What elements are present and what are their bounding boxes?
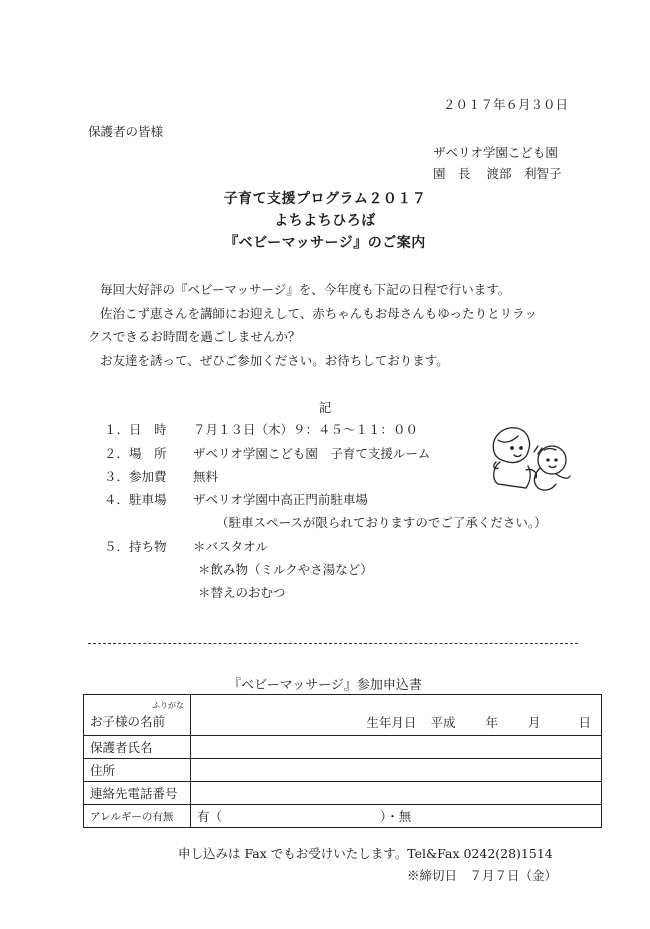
item-value: ザベリオ学園こども園 子育て支援ルーム [193, 446, 431, 461]
item-value: ７月１３日（木）９：４５～１１：００ [193, 422, 419, 437]
era-label: 平成 [430, 715, 456, 730]
allergy-yes-option[interactable]: 有（ [197, 809, 223, 824]
detail-item-datetime [104, 420, 418, 438]
title-line-2: よちよちひろば [274, 213, 376, 229]
item-number: １． [104, 422, 130, 437]
item-number: ３． [104, 469, 130, 484]
phone-field[interactable] [191, 782, 602, 805]
title-line-1: 子育て支援プログラム２０１７ [223, 191, 427, 207]
addressee: 保護者の皆様 [88, 124, 164, 139]
item-label: 日 時 [129, 422, 167, 437]
child-name-label: お子様の名前 [90, 714, 166, 729]
detail-item-place [104, 444, 430, 462]
form-row-phone [84, 782, 602, 805]
item-label: 場 所 [129, 446, 167, 461]
fax-note: 申し込みは Fax でもお受けいたします。Tel&Fax 0242(28)1514 [178, 846, 553, 861]
month-label: 月 [527, 715, 541, 730]
sender-organization: ザベリオ学園こども園 [433, 145, 558, 160]
detail-item-parking [104, 490, 368, 508]
form-row-allergy [84, 805, 602, 828]
allergy-field[interactable] [191, 805, 602, 828]
belonging-diaper: ＊替えのおむつ [198, 585, 286, 600]
form-label-allergy: アレルギーの有無 [84, 805, 191, 828]
item-value: ザベリオ学園中高正門前駐車場 [193, 492, 368, 507]
item-label: 駐車場 [129, 492, 167, 507]
furigana-label: ふりがな [152, 701, 184, 710]
item-number: ２． [104, 446, 130, 461]
belonging-drink: ＊飲み物（ミルクやさ湯など） [198, 562, 373, 577]
form-label-phone: 連絡先電話番号 [84, 782, 191, 805]
item-number: ５． [104, 539, 130, 554]
mother-and-baby-illustration [486, 422, 576, 498]
cut-line [88, 643, 578, 644]
deadline: ※締切日 ７月７日（金） [407, 868, 558, 883]
guardian-name-field[interactable] [191, 736, 602, 759]
child-name-field[interactable] [191, 695, 602, 736]
document-date: ２０１７年６月３０日 [442, 97, 568, 112]
detail-item-fee [104, 467, 218, 485]
form-label-guardian-name: 保護者氏名 [84, 736, 191, 759]
detail-item-belongings [104, 537, 268, 555]
allergy-no-option[interactable]: ）・無 [379, 809, 412, 824]
form-title: 『ベビーマッサージ』参加申込書 [228, 678, 422, 693]
form-label-child-name [84, 695, 191, 736]
day-label: 日 [578, 715, 591, 730]
sender-signature [433, 164, 562, 182]
sender-role: 園 長 [433, 166, 471, 181]
details-heading: 記 [318, 400, 332, 415]
parking-note: （駐車スペースが限られておりますのでご了承ください。） [216, 515, 547, 530]
body-paragraph-2b: クスできるお時間を過ごしませんか？ [88, 329, 301, 344]
form-label-address: 住所 [84, 759, 191, 782]
item-label: 持ち物 [129, 539, 167, 554]
sender-name: 渡部 利智子 [486, 166, 562, 181]
address-field[interactable] [191, 759, 602, 782]
birthdate-label: 生年月日 [366, 715, 417, 730]
body-paragraph-2a: 佐治こず恵さんを講師にお迎えして、赤ちゃんもお母さんもゆったりとリラッ [100, 306, 537, 321]
registration-form-table [83, 694, 602, 828]
item-number: ４． [104, 492, 130, 507]
item-label: 参加費 [129, 469, 167, 484]
body-paragraph-3: お友達を誘って、ぜひご参加ください。お待ちしております。 [100, 353, 449, 368]
form-row-child-name [84, 695, 602, 736]
form-row-guardian-name [84, 736, 602, 759]
item-value: 無料 [193, 469, 219, 484]
body-paragraph-1: 毎回大好評の『ベビーマッサージ』を、今年度も下記の日程で行います。 [100, 282, 511, 297]
item-value: ＊バスタオル [193, 539, 269, 554]
year-label: 年 [485, 715, 498, 730]
title-line-3: 『ベビーマッサージ』のご案内 [224, 235, 426, 251]
form-row-address [84, 759, 602, 782]
